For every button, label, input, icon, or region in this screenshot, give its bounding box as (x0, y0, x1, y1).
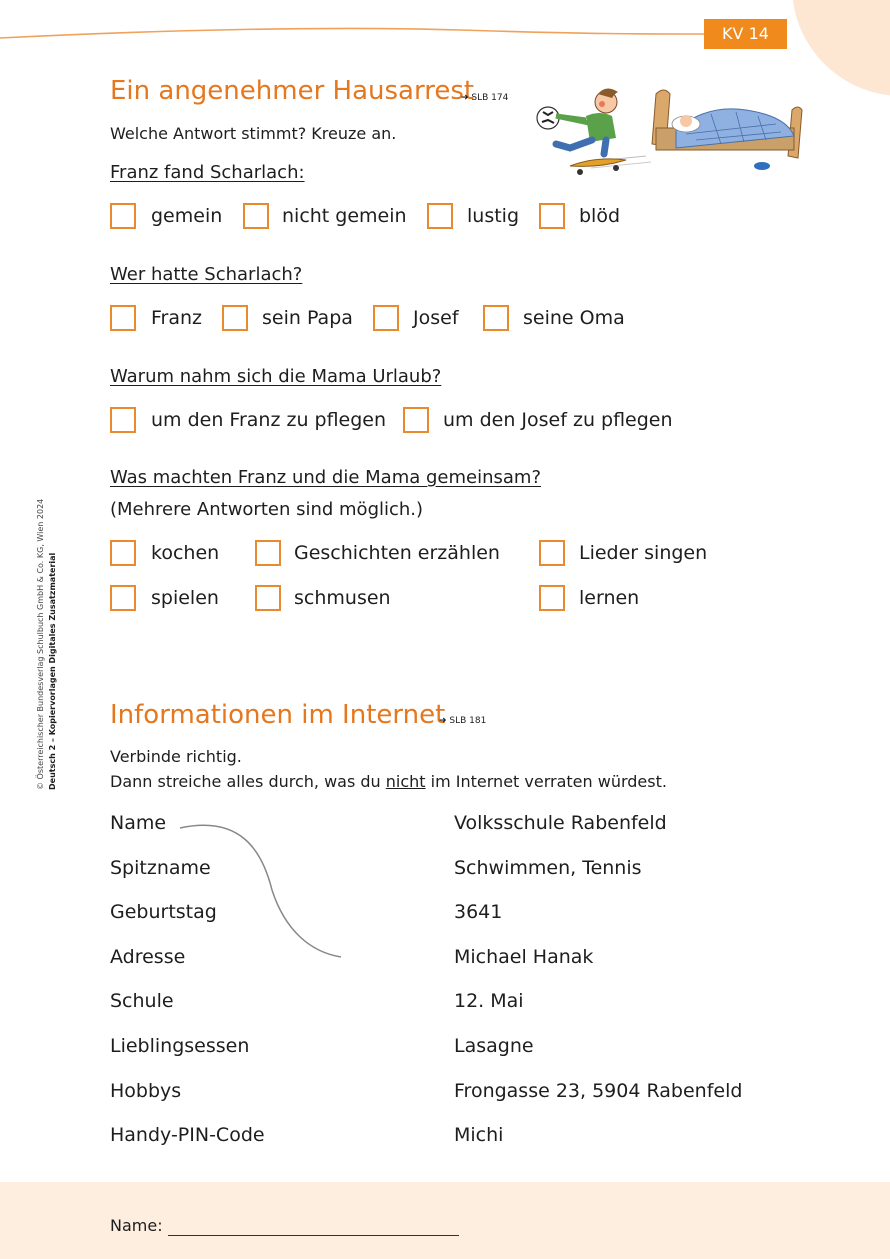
option-lernen: lernen (579, 587, 640, 609)
question-1: Franz fand Scharlach: (110, 162, 305, 183)
left-item[interactable]: Adresse (110, 945, 186, 968)
name-input-line[interactable] (168, 1235, 459, 1236)
option-gemein: gemein (151, 205, 223, 227)
illustration-boy-and-bed (526, 84, 806, 184)
option-kochen: kochen (151, 542, 220, 564)
right-item[interactable]: 3641 (454, 901, 503, 924)
option-franz-pflegen: um den Franz zu pflegen (151, 409, 387, 431)
copyright-text: © Österreichischer Bundesverlag Schulbuch GmbH & Co. KG, Wien 2024 (36, 498, 45, 790)
checkbox-franz[interactable] (110, 305, 136, 331)
option-geschichten-erzaehlen: Geschichten erzählen (294, 542, 500, 564)
option-schmusen: schmusen (294, 587, 391, 609)
checkbox-josef-pflegen[interactable] (403, 407, 429, 433)
question-4: Was machten Franz und die Mama gemeinsam? (110, 467, 542, 488)
question-4-note: (Mehrere Antworten sind möglich.) (110, 499, 424, 520)
left-item[interactable]: Lieblingsessen (110, 1035, 250, 1057)
option-nicht-gemein: nicht gemein (282, 205, 407, 227)
reference-slb-181: ➜ SLB 181 (439, 716, 487, 726)
checkbox-geschichten-erzaehlen[interactable] (255, 540, 281, 566)
kv-badge: KV 14 (704, 19, 787, 49)
option-bloed: blöd (579, 205, 621, 227)
section-title-internet: Informationen im Internet (110, 700, 446, 730)
option-josef-pflegen: um den Josef zu pflegen (443, 409, 673, 431)
instruction-strike-emphasis: nicht (385, 772, 426, 791)
right-item[interactable]: Michael Hanak (454, 945, 594, 968)
instruction-connect: Verbinde richtig. (110, 747, 242, 766)
option-seine-oma: seine Oma (523, 307, 625, 329)
option-spielen: spielen (151, 587, 219, 609)
option-josef: Josef (413, 307, 459, 329)
checkbox-lustig[interactable] (427, 203, 453, 229)
checkbox-bloed[interactable] (539, 203, 565, 229)
right-item[interactable]: Volksschule Rabenfeld (454, 812, 667, 834)
left-item[interactable]: Geburtstag (110, 901, 217, 924)
right-item[interactable]: 12. Mai (454, 990, 524, 1013)
left-item[interactable]: Schule (110, 990, 174, 1013)
checkbox-nicht-gemein[interactable] (243, 203, 269, 229)
copyright-sidebar (35, 470, 73, 790)
left-item[interactable]: Handy-PIN-Code (110, 1124, 265, 1147)
left-item[interactable]: Spitzname (110, 856, 211, 879)
checkbox-kochen[interactable] (110, 540, 136, 566)
checkbox-gemein[interactable] (110, 203, 136, 229)
right-item[interactable]: Frongasse 23, 5904 Rabenfeld (454, 1079, 743, 1102)
instruction-strike (110, 772, 667, 791)
option-franz: Franz (151, 307, 203, 329)
checkbox-spielen[interactable] (110, 585, 136, 611)
question-2: Wer hatte Scharlach? (110, 264, 303, 285)
reference-slb-174: ➜ SLB 174 (461, 93, 509, 103)
question-3: Warum nahm sich die Mama Urlaub? (110, 366, 442, 387)
option-sein-papa: sein Papa (262, 307, 353, 329)
right-item[interactable]: Schwimmen, Tennis (454, 856, 642, 879)
name-label: Name: (110, 1216, 163, 1235)
left-item[interactable]: Hobbys (110, 1079, 182, 1102)
instruction-text: Welche Antwort stimmt? Kreuze an. (110, 124, 397, 143)
checkbox-josef[interactable] (373, 305, 399, 331)
right-item[interactable]: Lasagne (454, 1035, 534, 1057)
instruction-strike-pre: Dann streiche alles durch, was du (110, 772, 386, 791)
instruction-strike-post: im Internet verraten würdest. (425, 772, 667, 791)
right-item[interactable]: Michi (454, 1124, 504, 1147)
checkbox-schmusen[interactable] (255, 585, 281, 611)
checkbox-seine-oma[interactable] (483, 305, 509, 331)
left-item[interactable]: Name (110, 812, 167, 834)
section-title-hausarrest: Ein angenehmer Hausarrest (110, 76, 475, 106)
option-lustig: lustig (467, 205, 520, 227)
checkbox-franz-pflegen[interactable] (110, 407, 136, 433)
checkbox-lernen[interactable] (539, 585, 565, 611)
series-text: Deutsch 2 – Kopiervorlagen Digitales Zusatzmaterial (48, 552, 57, 790)
checkbox-lieder-singen[interactable] (539, 540, 565, 566)
option-lieder-singen: Lieder singen (579, 542, 708, 564)
checkbox-sein-papa[interactable] (222, 305, 248, 331)
